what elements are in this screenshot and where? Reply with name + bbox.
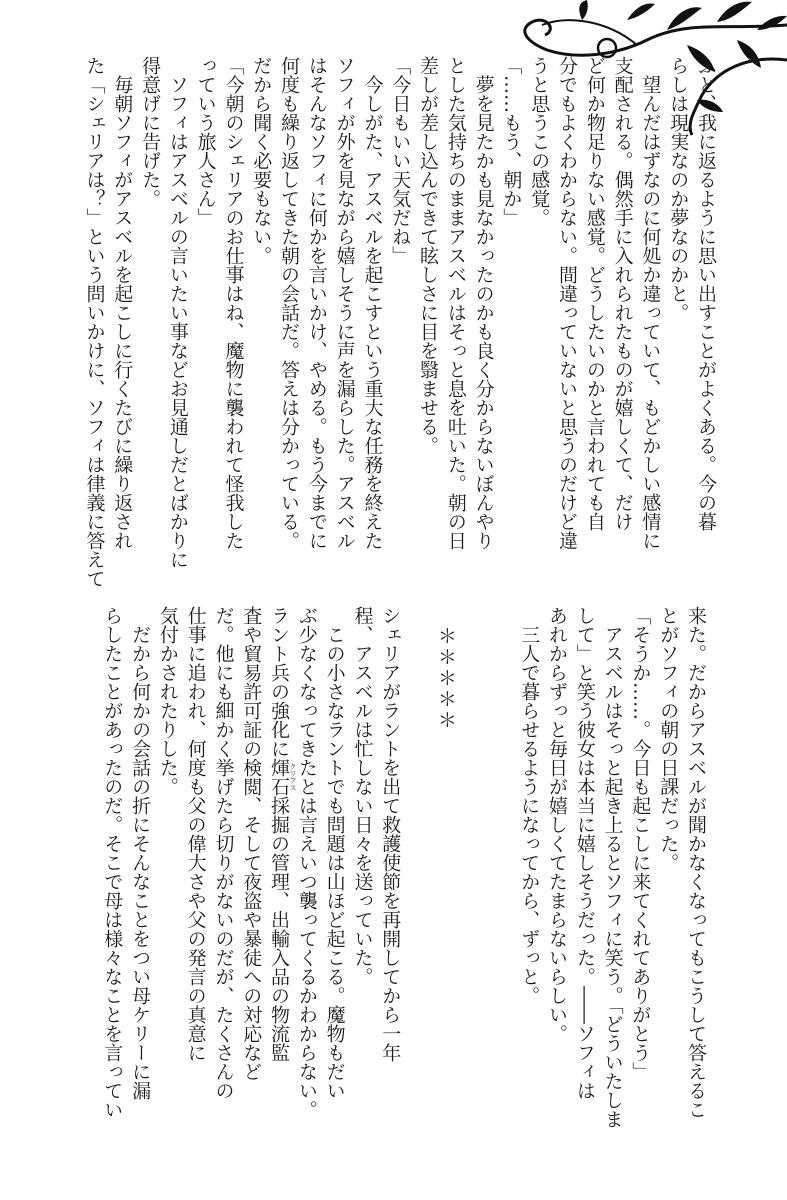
scene-break-separator: ＊＊＊＊＊ bbox=[434, 626, 457, 731]
text-line: とがソフィの朝の日課だった。 bbox=[657, 606, 680, 872]
text-line: して」と笑う彼女は本当に嬉しそうだった。――ソフィは bbox=[573, 606, 596, 1100]
text-line: だ。他にも細かく挙げたら切りがないのだが、たくさんの bbox=[212, 606, 235, 1100]
text-line: 「そうか……。今日も起こしに来てくれてありがとう」 bbox=[629, 606, 652, 1081]
text-line: 来た。だからアスベルが聞かなくなってもこうして答えるこ bbox=[685, 606, 707, 1119]
ruby-annotation: クリアス bbox=[289, 763, 298, 791]
text-line: 夢を見たかも見なかったのかも良く分からないぼんやり bbox=[472, 56, 495, 550]
text-line: 何度も繰り返してきた朝の会話だ。答えは分かっている。 bbox=[278, 56, 301, 550]
text-line: 「今日もいい天気だね」 bbox=[389, 56, 412, 265]
text-line: っていう旅人さん」 bbox=[194, 56, 217, 227]
text-line: 気付かされたりした。 bbox=[156, 606, 179, 796]
text-line: 「……もう、朝か」 bbox=[500, 56, 523, 227]
text-line: とした気持ちのままアスベルはそっと息を吐いた。朝の日 bbox=[444, 56, 467, 550]
blank-line bbox=[399, 606, 427, 1126]
text-line: ふと、我に返るように思い出すことがよくある。今の暮 bbox=[695, 56, 717, 531]
text-line: この小さなラントでも問題は山ほど起こる。魔物もだい bbox=[323, 606, 346, 1100]
text-line: らしたことがあったのだ。そこで母は様々なことを言ってい bbox=[101, 606, 124, 1119]
text-line: 「今朝のシェリアのお仕事はね、魔物に襲われて怪我した bbox=[222, 56, 245, 550]
text-line: だから聞く必要もない。 bbox=[250, 56, 273, 265]
blank-line bbox=[483, 606, 511, 1126]
text-line: ラント兵の強化に煇石採掘の管理、出輸入品の物流監 bbox=[268, 606, 291, 1062]
text-line: アスベルはそっと起き上るとソフィに笑う。「どういたしま bbox=[601, 606, 624, 1129]
text-line: 得意げに告げた。 bbox=[139, 56, 162, 208]
text-line: 毎朝ソフィがアスベルを起こしに行くたびに繰り返され bbox=[111, 56, 134, 550]
upper-text-block bbox=[76, 56, 715, 596]
text-line: 今しがた、アスベルを起こすという重大な任務を終えた bbox=[361, 56, 384, 550]
text-line: ど何か物足りない感覚。どうしたいのかと言われても自 bbox=[583, 56, 606, 531]
text-line: 望んだはずなのに何処か違っていて、もどかしい感情に bbox=[639, 56, 662, 550]
text-line: ぶ少なくなってきたとは言えいつ襲ってくるかわからない。 bbox=[295, 606, 318, 1119]
text-line: うと思うこの感覚。 bbox=[528, 56, 551, 227]
text-line: 支配される。偶然手に入れられたものが嬉しくて、だけ bbox=[611, 56, 634, 531]
text-line: 分でもよくわからない。間違っていないと思うのだけど違 bbox=[556, 56, 579, 550]
text-line: 程、アスベルは忙しない日々を送っていた。 bbox=[351, 606, 374, 986]
text-line: ソフィはアスベルの言いたい事などお見通しだとばかりに bbox=[166, 56, 189, 569]
text-line: ソフィが外を見ながら嬉しそうに声を漏らした。アスベル bbox=[333, 56, 356, 550]
blank-line bbox=[455, 606, 483, 1126]
text-line: 査や貿易許可証の検閲、そして夜盗や暴徒への対応など bbox=[240, 606, 263, 1081]
text-line: あれからずっと毎日が嬉しくてたまらないらしい。 bbox=[546, 606, 569, 1043]
lower-text-block bbox=[93, 606, 707, 1129]
text-line: 三人で暮らせるようになってから、ずっと。 bbox=[518, 606, 541, 1005]
text-line: 差しが差し込んできて眩しさに目を翳ませる。 bbox=[417, 56, 440, 455]
text-line: た「シェリアは？」という問いかけに、ソフィは律義に答えて bbox=[83, 56, 106, 588]
text-line: シェリアがラントを出て救護使節を再開してから一年 bbox=[379, 606, 402, 1062]
text-line: らしは現実なのか夢なのかと。 bbox=[667, 56, 690, 322]
text-line: はそんなソフィに何かを言いかけ、やめる。もう今までに bbox=[305, 56, 328, 550]
text-line: 仕事に追われ、何度も父の偉大さや父の発言の真意に bbox=[184, 606, 207, 1062]
text-line: だから何かの会話の折にそんなことをつい母ケリーに漏 bbox=[129, 606, 152, 1100]
